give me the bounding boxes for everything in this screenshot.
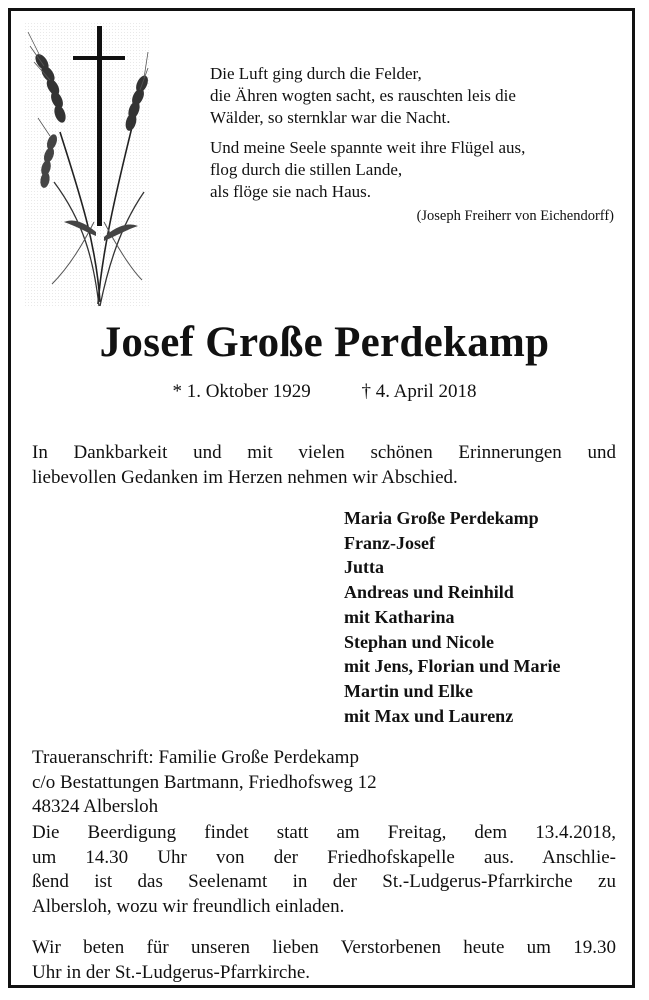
mourner-name: Jutta <box>344 557 384 578</box>
address-line: Traueranschrift: Familie Große Perdekamp <box>32 747 359 768</box>
poem-line: flog durch die stillen Lande, <box>210 160 403 179</box>
poem-author: (Joseph Freiherr von Eichendorff) <box>416 208 614 224</box>
mourners-list <box>344 506 634 728</box>
prayer-notice <box>32 936 616 985</box>
birth-date: * 1. Oktober 1929 <box>172 381 311 402</box>
text-line: Wir beten für unseren lieben Verstorbenen heute um 19.30 <box>32 937 616 958</box>
deceased-name: Josef Große Perdekamp <box>99 319 550 366</box>
mourner-name: mit Katharina <box>344 606 455 627</box>
text-line: Albersloh, wozu wir freundlich einladen. <box>32 895 345 917</box>
text-line: ßend ist das Seelenamt in der St.-Ludgerus-Pfarrkirche zu <box>32 871 616 892</box>
text-line: Die Beerdigung findet statt am Freitag, dem 13.4.2018, <box>32 822 616 843</box>
farewell-text <box>32 440 616 490</box>
mourner-name: mit Jens, Florian und Marie <box>344 656 561 677</box>
poem-line: die Ähren wogten sacht, es rauschten leis die <box>210 86 516 105</box>
mourner-name: Stephan und Nicole <box>344 631 495 652</box>
text-line: Uhr in der St.-Ludgerus-Pfarrkirche. <box>32 961 311 983</box>
mourner-name: Maria Große Perdekamp <box>344 508 539 528</box>
mourner-name: Franz-Josef <box>344 532 435 553</box>
text-line: um 14.30 Uhr von der Friedhofskapelle aus. Anschlie- <box>32 846 616 868</box>
address-line: 48324 Albersloh <box>32 796 159 817</box>
funeral-details <box>32 821 616 919</box>
address-line: c/o Bestattungen Bartmann, Friedhofsweg 12 <box>32 771 377 793</box>
life-dates <box>0 380 649 404</box>
mourner-name: Martin und Elke <box>344 680 474 701</box>
poem-line: Und meine Seele spannte weit ihre Flügel aus, <box>210 138 526 157</box>
mourning-address <box>32 746 616 820</box>
cross-with-wheat-icon <box>24 22 150 308</box>
poem-line: als flöge sie nach Haus. <box>210 182 371 201</box>
text-line: In Dankbarkeit und mit vielen schönen Erinnerungen und <box>32 442 616 463</box>
text-line: liebevollen Gedanken im Herzen nehmen wir Abschied. <box>32 467 458 488</box>
mourner-name: Andreas und Reinhild <box>344 582 514 603</box>
poem <box>210 63 620 227</box>
death-date: † 4. April 2018 <box>361 381 477 402</box>
mourner-name: mit Max und Laurenz <box>344 705 514 726</box>
poem-line: Die Luft ging durch die Felder, <box>210 64 422 83</box>
poem-line: Wälder, so sternklar war die Nacht. <box>210 108 451 127</box>
